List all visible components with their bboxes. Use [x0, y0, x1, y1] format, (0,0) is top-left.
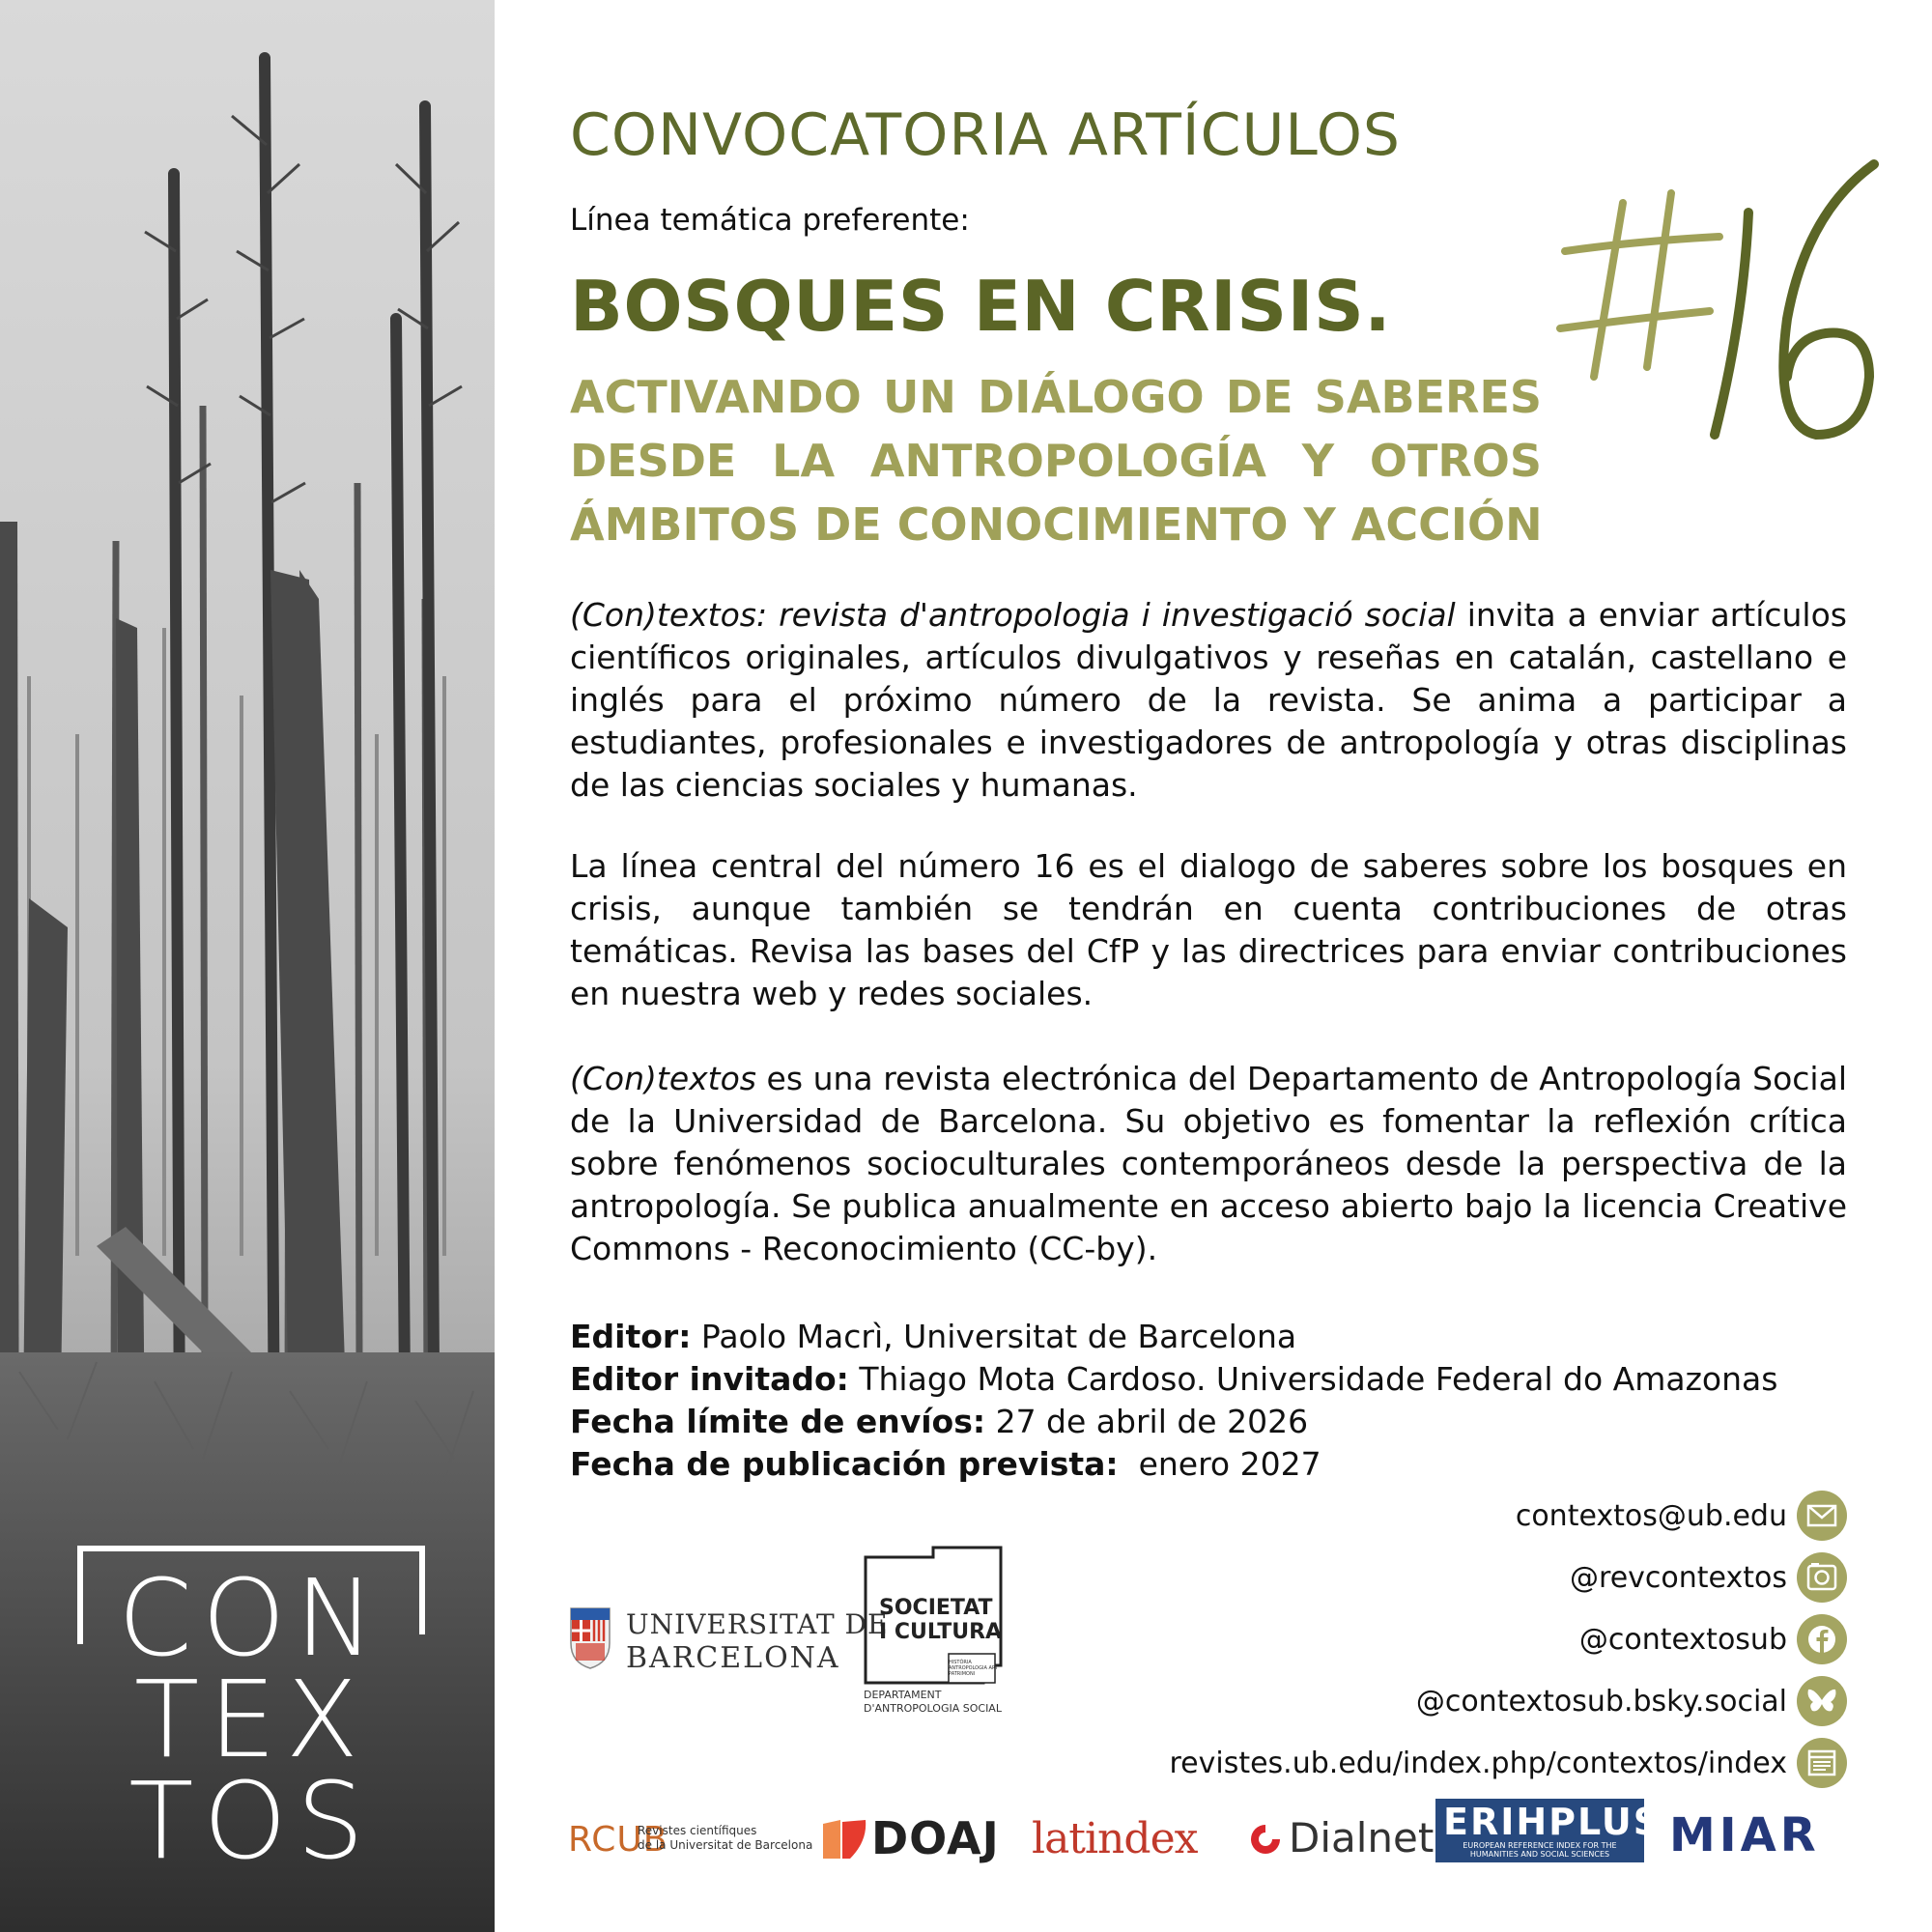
guest-editor-line: Editor invitado: Thiago Mota Cardoso. Universidade Federal do Amazonas — [570, 1360, 1778, 1398]
contact-facebook-text: @contextosub — [1578, 1622, 1787, 1657]
publication-date-line: Fecha de publicación prevista: enero 2027 — [570, 1445, 1321, 1483]
universitat-barcelona-logo — [568, 1599, 889, 1676]
deadline-line: Fecha límite de envíos: 27 de abril de 2026 — [570, 1403, 1309, 1440]
subtitle-line-3: ÁMBITOS DE CONOCIMIENTO Y ACCIÓN — [570, 498, 1543, 551]
doaj-mark-icon — [821, 1816, 869, 1864]
societat-i-cultura-logo — [860, 1546, 1005, 1719]
contact-bluesky-text: @contextosub.bsky.social — [1415, 1684, 1787, 1719]
contact-email-text: contextos@ub.edu — [1515, 1498, 1787, 1533]
main-title: BOSQUES EN CRISIS. — [570, 266, 1392, 347]
forest-photo — [0, 0, 495, 1932]
theme-paragraph: La línea central del número 16 es el dialogo de saberes sobre los bosques en crisis, aunque también se tendrán en cuenta contribuciones de otras temáticas. Revisa las bases del CfP y las directrices para enviar contribuciones en nuestra web y redes sociales. — [570, 847, 1847, 1012]
subtitle-line-2: DESDE LA ANTROPOLOGÍA Y OTROS — [570, 435, 1542, 487]
contact-website-text: revistes.ub.edu/index.php/contextos/index — [1169, 1746, 1787, 1780]
bluesky-icon — [1797, 1676, 1847, 1726]
contact-website[interactable] — [1074, 1732, 1847, 1794]
journal-short-name: (Con)textos — [570, 1060, 756, 1097]
editor-line: Editor: Paolo Macrì, Universitat de Barcelona — [570, 1318, 1297, 1355]
theme-label: Línea temática preferente: — [570, 203, 970, 238]
contact-bluesky[interactable] — [1074, 1670, 1847, 1732]
publication-details — [570, 1316, 1777, 1486]
about-text: es una revista electrónica del Departamento de Antropología Social de la Universidad de Barcelona. Su objetivo es fomentar la reflexión crítica sobre fenómenos socioculturales contemporáneos desde la perspectiva de la antropología. Se publica anualmente en acceso abierto bajo la licencia Creative Commons - Reconocimiento (CC-by). — [570, 1060, 1847, 1267]
intro-paragraph — [570, 594, 1847, 807]
about-paragraph — [570, 1058, 1847, 1270]
intro-text: invita a enviar artículos científicos originales, artículos divulgativos y reseñas en catalán, castellano e inglés para el próximo número de la revista. Se anima a participar a estudiantes, profesionales e investigadores de antropología y otras disciplinas de las ciencias sociales y humanas. — [570, 596, 1847, 804]
indexing-logos: RCUB Revistes científiques de la Universitat de Barcelona DOAJ latindex Dialnet ERIHPLUS EUROPEAN REFERENCE INDEX FOR THE HUMANITIES AND SOCIAL SCIENCES MIAR — [568, 1801, 1820, 1864]
journal-name: (Con)textos: revista d'antropologia i investigació social — [570, 596, 1456, 634]
contact-email[interactable] — [1074, 1485, 1847, 1547]
ub-name-line-1: UNIVERSITAT DE — [626, 1608, 889, 1640]
call-title: CONVOCATORIA ARTÍCULOS — [570, 101, 1402, 169]
subtitle-line-1: ACTIVANDO UN DIÁLOGO DE SABERES — [570, 371, 1542, 423]
logo-row-3: TOS — [128, 1759, 374, 1883]
contact-instagram[interactable] — [1074, 1547, 1847, 1608]
issue-number-graphic — [1555, 145, 1884, 464]
sc-name: SOCIETAT I CULTURA — [879, 1596, 1003, 1644]
mail-icon — [1797, 1491, 1847, 1541]
erihplus-logo: ERIHPLUS EUROPEAN REFERENCE INDEX FOR THE HUMANITIES AND SOCIAL SCIENCES — [1435, 1799, 1644, 1862]
issue-number — [1555, 145, 1884, 464]
logo-row-2: TEX — [133, 1658, 369, 1781]
logo-row-1: CON — [118, 1556, 384, 1680]
ub-name-line-2: BARCELONA — [626, 1641, 840, 1675]
contact-instagram-text: @revcontextos — [1570, 1560, 1787, 1595]
sc-disciplines: HISTÒRIA ANTROPOLOGIA ART PATRIMONI — [949, 1660, 999, 1677]
instagram-icon — [1797, 1552, 1847, 1603]
contact-list — [1074, 1485, 1847, 1794]
contact-facebook[interactable] — [1074, 1608, 1847, 1670]
ub-shield-icon — [568, 1599, 612, 1672]
facebook-icon — [1797, 1614, 1847, 1664]
dialnet-mark-icon — [1248, 1822, 1283, 1857]
subtitle — [570, 365, 1542, 556]
web-icon — [1797, 1738, 1847, 1788]
sc-department: DEPARTAMENT D'ANTROPOLOGIA SOCIAL — [864, 1689, 1002, 1715]
contextos-logo — [77, 1536, 425, 1883]
